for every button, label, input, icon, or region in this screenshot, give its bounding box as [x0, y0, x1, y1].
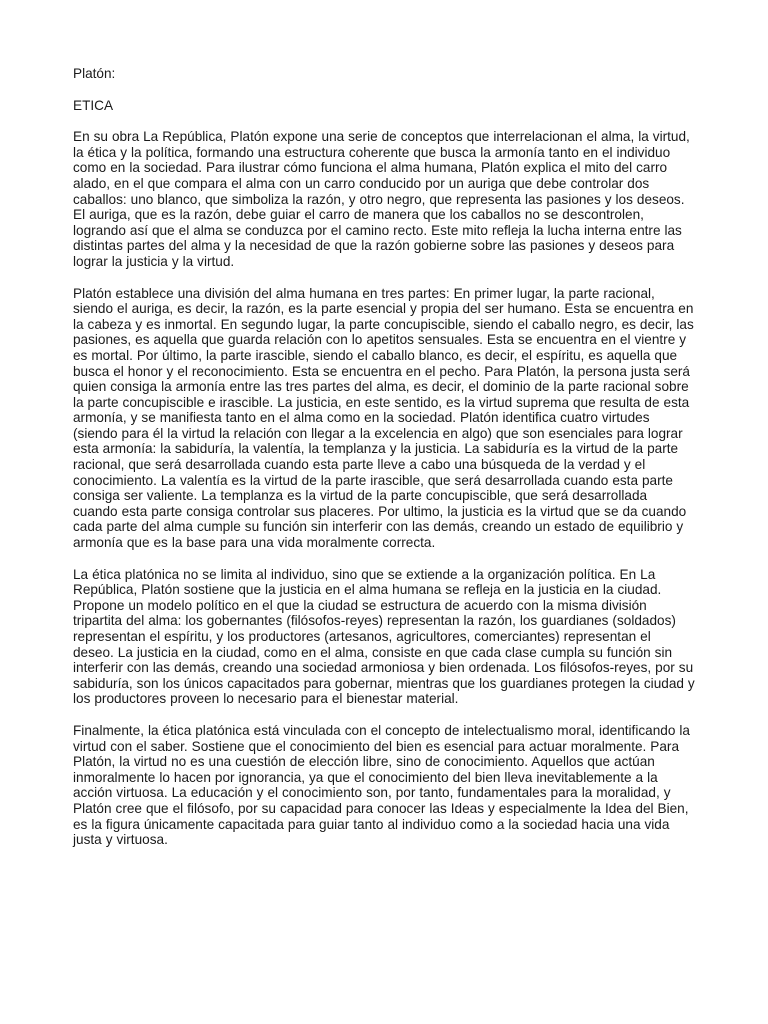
section-heading: ETICA: [73, 97, 114, 113]
paragraph-2: Platón establece una división del alma humana en tres partes: En primer lugar, la parte racional, siendo el auriga, es decir, la razón, es la parte esencial y propia del ser humano. Esta se encuentra en la cabeza y es inmortal. En segundo lugar, la parte concupiscible, siendo el caballo negro, es decir, las pasiones, es aquella que guarda relación con lo apetitos sensuales. Esta se encuentra en el vientre y es mortal. Por último, la parte irascible, siendo el caballo blanco, es decir, el espíritu, es aquella que busca el honor y el reconocimiento. Esta se encuentra en el pecho. Para Platón, la persona justa será quien consiga la armonía entre las tres partes del alma, es decir, el dominio de la parte racional sobre la parte concupiscible e irascible. La justicia, en este sentido, es la virtud suprema que resulta de esta armonía, y se manifiesta tanto en el alma como en la sociedad. Platón identifica cuatro virtudes (siendo para él la virtud la relación con llegar a la excelencia en algo) que son esenciales para lograr esta armonía: la sabiduría, la valentía, la templanza y la justicia. La sabiduría es la virtud de la parte racional, que será desarrollada cuando esta parte lleve a cabo una búsqueda de la verdad y el conocimiento. La valentía es la virtud de la parte irascible, que será desarrollada cuando esta parte consiga ser valiente. La templanza es la virtud de la parte concupiscible, que será desarrollada cuando esta parte consiga controlar sus placeres. Por ultimo, la justicia es la virtud que se da cuando cada parte del alma cumple su función sin interferir con las demás, creando un estado de equilibrio y armonía que es la base para una vida moralmente correcta.: [73, 285, 694, 551]
document-page: [73, 66, 695, 864]
author-heading: Platón:: [73, 66, 116, 81]
paragraph-4: Finalmente, la ética platónica está vinculada con el concepto de intelectualismo moral, identificando la virtud con el saber. Sostiene que el conocimiento del bien es esencial para actuar moralmente. Para Platón, la virtud no es una cuestión de elección libre, sino de conocimiento. Aquellos que actúan inmoralmente lo hacen por ignorancia, ya que el conocimiento del bien lleva inevitablemente a la acción virtuosa. La educación y el conocimiento son, por tanto, fundamentales para la moralidad, y Platón cree que el filósofo, por su capacidad para conocer las Ideas y especialmente la Idea del Bien, es la figura únicamente capacitada para guiar tanto al individuo como a la sociedad hacia una vida justa y virtuosa.: [73, 722, 690, 848]
paragraph-1: En su obra La República, Platón expone una serie de conceptos que interrelacionan el alma, la virtud, la ética y la política, formando una estructura coherente que busca la armonía tanto en el individuo como en la sociedad. Para ilustrar cómo funciona el alma humana, Platón explica el mito del carro alado, en el que compara el alma con un carro conducido por un auriga que debe controlar dos caballos: uno blanco, que simboliza la razón, y otro negro, que representa las pasiones y los deseos. El auriga, que es la razón, debe guiar el carro de manera que los caballos no se descontrolen, logrando así que el alma se conduzca por el camino recto. Este mito refleja la lucha interna entre las distintas partes del alma y la necesidad de que la razón gobierne sobre las pasiones y deseos para lograr la justicia y la virtud.: [73, 129, 690, 269]
paragraph-3: La ética platónica no se limita al individuo, sino que se extiende a la organización política. En La República, Platón sostiene que la justicia en el alma humana se refleja en la justicia en la ciudad. Propone un modelo político en el que la ciudad se estructura de acuerdo con la misma división tripartita del alma: los gobernantes (filósofos-reyes) representan la razón, los guardianes (soldados) representan el espíritu, y los productores (artesanos, agricultores, comerciantes) representan el deseo. La justicia en la ciudad, como en el alma, consiste en que cada clase cumpla su función sin interferir con las demás, creando una sociedad armoniosa y bien ordenada. Los filósofos-reyes, por su sabiduría, son los únicos capacitados para gobernar, mientras que los guardianes protegen la ciudad y los productores proveen lo necesario para el bienestar material.: [73, 566, 695, 707]
